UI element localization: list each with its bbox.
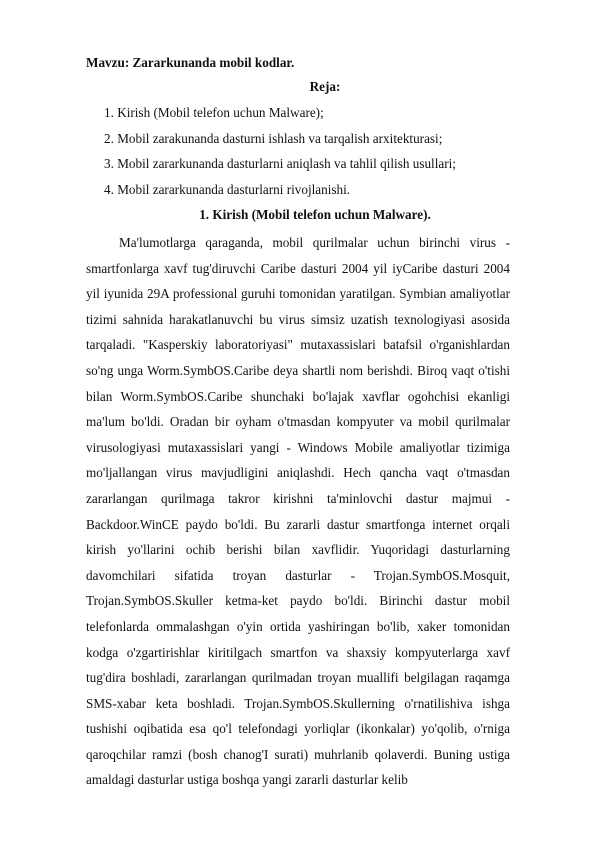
plan-item: 2. Mobil zarakunanda dasturni ishlash va tarqalish arxitekturasi; (104, 130, 443, 146)
body-paragraph: Ma'lumotlarga qaraganda, mobil qurilmalar uchun birinchi virus - smartfonlarga xavf tug'diruvchi Caribe dasturi 2004 yil iyCaribe dasturi 2004 yil iyunida 29A professional guruhi tomonidan yaratilgan. Symbian amaliyotlar tizimi sahnida harakatlanuvchi bu virus simsiz uzatish texnologiyasi asosida tarqaladi. "Kasperskiy laboratoriyasi" mutaxassislari batafsil o'rganishlardan so'ng unga Worm.SymbOS.Caribe deya shartli nom berishdi. Biroq vaqt o'tishi bilan Worm.SymbOS.Caribe shunchaki bo'lajak xavflar ogohchisi ekanligi ma'lum bo'ldi. Oradan bir oyham o'tmasdan kompyuter va mobil qurilmalar virusologiyasi mutaxassislari yangi - Windows Mobile amaliyotlar tizimiga mo'ljallangan virus mavjudligini aniqlashdi. Hech qancha vaqt o'tmasdan zararlangan qurilmaga takror kirishni ta'minlovchi dastur majmui - Backdoor.WinCE paydo bo'ldi. Bu zararli dastur smartfonga internet orqali kirish yo'llarini ochib berishi bilan xavflidir. Yuqoridagi dasturlarning davomchilari sifatida troyan dasturlar - Trojan.SymbOS.Mosquit, Trojan.SymbOS.Skuller ketma-ket paydo bo'ldi. Birinchi dastur mobil telefonlarda ommalashgan o'yin ortida yashiringan bo'lib, xaker tomonidan kodga o'zgartirishlar kiritilgach smartfon va shaxsiy kompyuterlarga xavf tug'dira boshladi, zararlangan qurilmadan troyan muallifi belgilagan raqamga SMS-xabar keta boshladi. Trojan.SymbOS.Skullerning o'rnatilishiva ishga tushishi oqibatida esa qo'l telefondagi yorliqlar (ikonkalar) yo'qolib, o'rniga qaroqchilar ramzi (bosh chanog'I surati) muhrlanib qolaverdi. Buning ustiga amaldagi dasturlar ustiga boshqa yangi zararli dasturlar kelib (86, 235, 510, 788)
plan-item: 3. Mobil zararkunanda dasturlarni aniqlash va tahlil qilish usullari; (104, 156, 456, 171)
plan-item: 4. Mobil zararkunanda dasturlarni rivojlanishi. (104, 181, 351, 197)
topic-heading: Mavzu: Zararkunanda mobil kodlar. (86, 55, 295, 70)
document-page (86, 54, 510, 793)
section-title: 1. Kirish (Mobil telefon uchun Malware). (199, 207, 431, 222)
plan-item: 1. Kirish (Mobil telefon uchun Malware); (104, 105, 324, 120)
plan-title: Reja: (309, 79, 341, 94)
plan-list (86, 100, 510, 202)
